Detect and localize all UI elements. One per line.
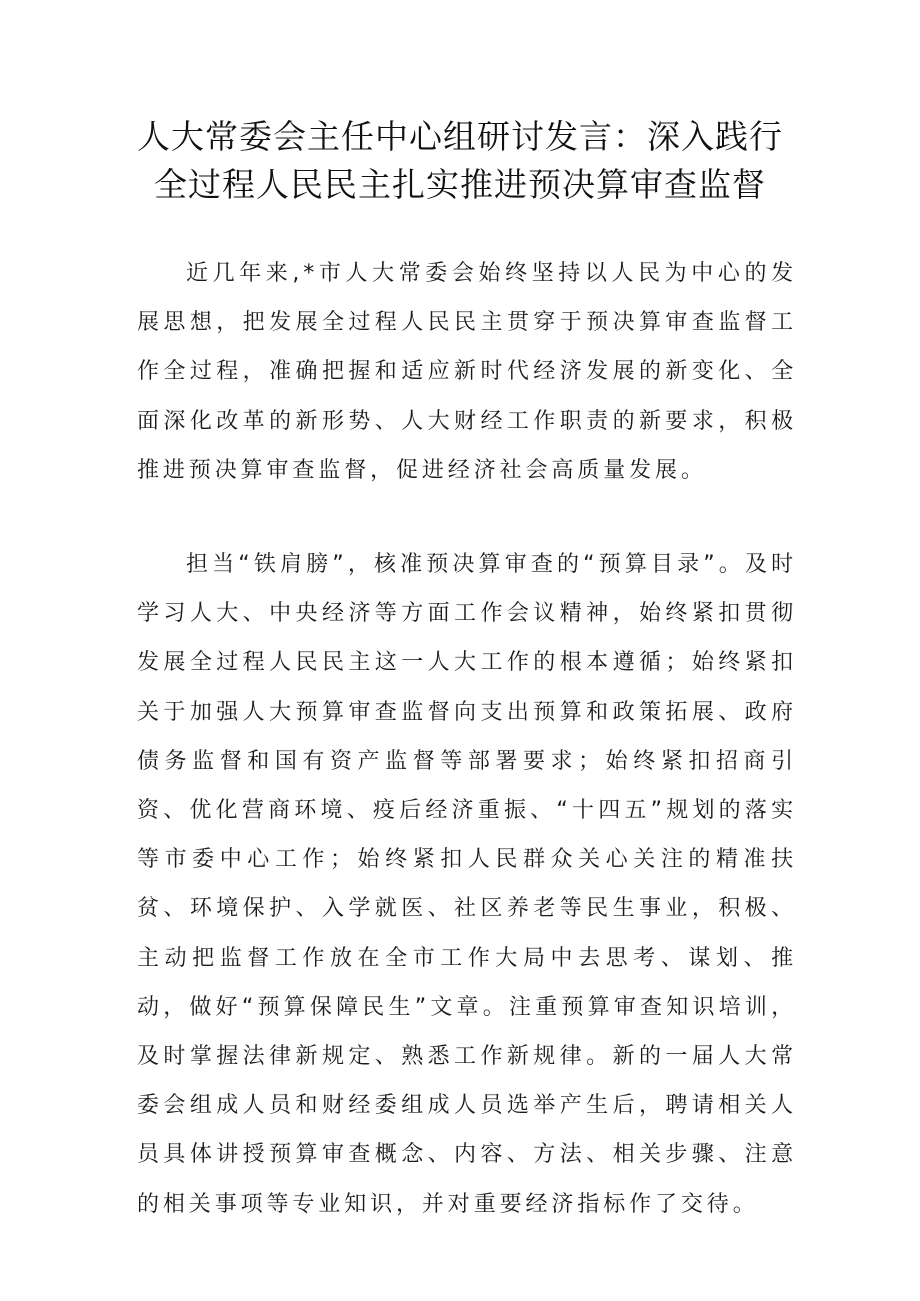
body-paragraph-1: 近几年来,*市人大常委会始终坚持以人民为中心的发展思想，把发展全过程人民民主贯穿于预决算审查监督工作全过程，准确把握和适应新时代经济发展的新变化、全面深化改革的新形势、人大财经工作职责的新要求，积极推进预决算审查监督，促进经济社会高质量发展。 (137, 261, 797, 483)
document-title-line-1: 人大常委会主任中心组研讨发言：深入践行 (137, 117, 783, 156)
body-paragraph-2: 担当“铁肩膀”，核准预决算审查的“预算目录”。及时学习人大、中央经济等方面工作会议精神，始终紧扣贯彻发展全过程人民民主这一人大工作的根本遵循；始终紧扣关于加强人大预算审查监督向支出预算和政策拓展、政府债务监督和国有资产监督等部署要求；始终紧扣招商引资、优化营商环境、疫后经济重振、“十四五”规划的落实等市委中心工作；始终紧扣人民群众关心关注的精准扶贫、环境保护、入学就医、社区养老等民生事业，积极、主动把监督工作放在全市工作大局中去思考、谋划、推动，做好“预算保障民生”文章。注重预算审查知识培训，及时掌握法律新规定、熟悉工作新规律。新的一届人大常委会组成人员和财经委组成人员选举产生后，聘请相关人员具体讲授预算审查概念、内容、方法、相关步骤、注意的相关事项等专业知识，并对重要经济指标作了交待。 (137, 552, 797, 1217)
document-title-line-2: 全过程人民民主扎实推进预决算审查监督 (154, 165, 766, 204)
